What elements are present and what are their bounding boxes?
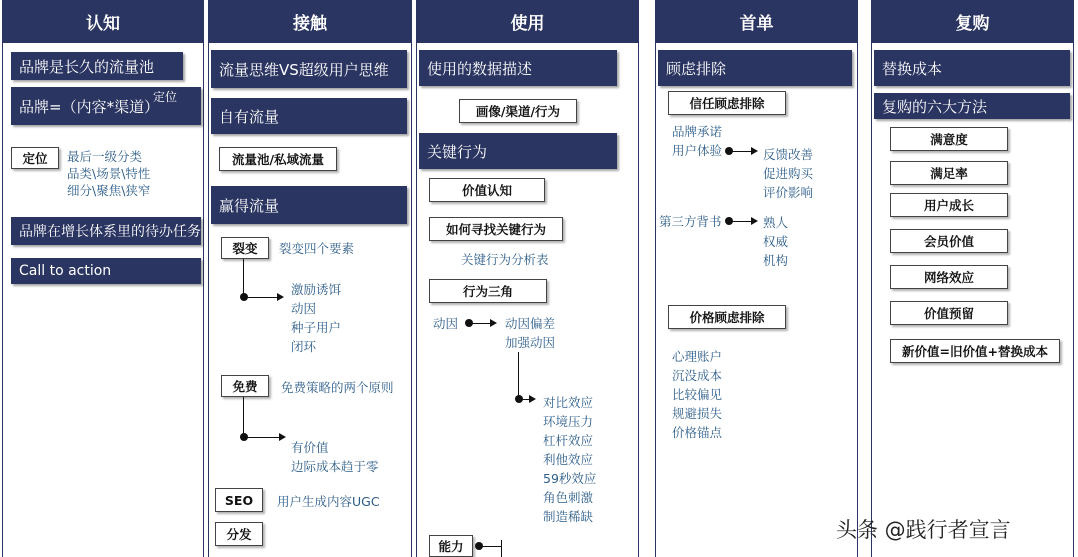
brand-formula-text: 品牌=（内容*渠道） xyxy=(19,97,160,116)
list-item: 对比效应 xyxy=(543,395,594,410)
connector-line xyxy=(243,259,244,297)
list-item: 权威 xyxy=(763,234,789,249)
arrow-icon xyxy=(277,293,284,301)
value-reserve-box: 价值预留 xyxy=(890,301,1008,325)
connector-line xyxy=(481,546,501,547)
fulfillment-rate-box: 满足率 xyxy=(890,161,1008,185)
connector-line xyxy=(501,540,502,557)
member-value-box: 会员价值 xyxy=(890,229,1008,253)
list-item: 最后一级分类 xyxy=(67,149,143,164)
list-item: 比较偏见 xyxy=(672,387,723,402)
fission-note: 裂变四个要素 xyxy=(279,241,355,256)
list-item: 动因偏差 xyxy=(505,316,556,331)
list-item: 沉没成本 xyxy=(672,368,723,383)
motive-items xyxy=(505,314,555,352)
call-to-action-bar: Call to action xyxy=(11,258,201,284)
list-item: 规避损失 xyxy=(672,406,723,421)
list-item: 制造稀缺 xyxy=(543,509,594,524)
list-item: 价格锚点 xyxy=(672,425,723,440)
column-header: 使用 xyxy=(417,0,638,43)
list-item: 细分\聚焦\狭窄 xyxy=(67,183,151,198)
list-item: 品类\场景\特性 xyxy=(67,166,151,181)
motive-label: 动因 xyxy=(433,316,459,331)
seo-note: 用户生成内容UGC xyxy=(277,494,380,509)
list-item: 加强动因 xyxy=(505,335,556,350)
arrow-icon xyxy=(490,319,497,327)
key-behavior-table-note: 关键行为分析表 xyxy=(461,252,549,267)
effects-list xyxy=(543,393,596,526)
list-item: 品牌承诺 xyxy=(672,124,723,139)
brand-traffic-pool-bar: 品牌是长久的流量池 xyxy=(11,52,183,80)
traffic-thinking-bar: 流量思维VS超级用户思维 xyxy=(211,50,407,88)
column-repurchase xyxy=(871,0,1074,557)
brand-formula-superscript: 定位 xyxy=(153,90,178,104)
trust-left-list xyxy=(672,122,722,160)
find-key-behavior-box: 如何寻找关键行为 xyxy=(429,217,563,241)
column-header: 首单 xyxy=(656,0,857,43)
free-box: 免费 xyxy=(221,375,269,397)
concern-removal-bar: 顾虑排除 xyxy=(658,50,852,86)
switching-cost-bar: 替换成本 xyxy=(874,50,1070,86)
trust-right-list xyxy=(763,145,813,202)
own-traffic-bar: 自有流量 xyxy=(211,98,407,134)
traffic-pool-box: 流量池/私域流量 xyxy=(219,147,337,171)
connector-line xyxy=(247,297,277,298)
connector-line xyxy=(522,399,529,400)
user-growth-box: 用户成长 xyxy=(890,193,1008,217)
connector-line xyxy=(732,221,751,222)
price-list xyxy=(672,347,722,442)
growth-task-bar: 品牌在增长体系里的待办任务 xyxy=(11,217,201,245)
column-first-order xyxy=(655,0,858,557)
list-item: 机构 xyxy=(763,253,789,268)
list-item: 心理账户 xyxy=(672,349,723,364)
connector-line xyxy=(243,397,244,437)
list-item: 闭环 xyxy=(291,339,317,354)
list-item: 环境压力 xyxy=(543,414,594,429)
column-header: 认知 xyxy=(3,0,203,43)
positioning-list xyxy=(67,148,150,199)
column-header: 复购 xyxy=(872,0,1073,43)
new-value-formula-box: 新价值=旧价值+替换成本 xyxy=(890,339,1060,363)
satisfaction-box: 满意度 xyxy=(890,127,1008,151)
key-behavior-bar: 关键行为 xyxy=(419,133,617,169)
earned-traffic-bar: 赢得流量 xyxy=(211,186,407,224)
list-item: 种子用户 xyxy=(291,320,342,335)
free-principles xyxy=(291,438,379,476)
persona-channel-behavior-box: 画像/渠道/行为 xyxy=(459,99,577,123)
free-note: 免费策略的两个原则 xyxy=(281,380,394,395)
price-concern-box: 价格顾虑排除 xyxy=(668,305,786,329)
fission-box: 裂变 xyxy=(221,237,269,259)
list-item: 角色刺激 xyxy=(543,490,594,505)
trust-concern-box: 信任顾虑排除 xyxy=(668,91,786,115)
list-item: 熟人 xyxy=(763,215,789,230)
list-item: 有价值 xyxy=(291,440,329,455)
usage-data-bar: 使用的数据描述 xyxy=(419,50,617,86)
list-item: 动因 xyxy=(291,301,317,316)
list-item: 激励诱饵 xyxy=(291,282,342,297)
fission-elements xyxy=(291,280,341,356)
list-item: 杠杆效应 xyxy=(543,433,594,448)
third-party-label: 第三方背书 xyxy=(659,214,722,229)
connector-line xyxy=(732,151,751,152)
connector-line xyxy=(518,352,519,399)
arrow-icon xyxy=(751,217,758,225)
arrow-icon xyxy=(529,395,536,403)
connector-line xyxy=(472,323,490,324)
six-methods-bar: 复购的六大方法 xyxy=(874,93,1070,119)
list-item: 评价影响 xyxy=(763,185,814,200)
watermark: 头条 @践行者宣言 xyxy=(836,518,1011,542)
value-cognition-box: 价值认知 xyxy=(429,178,545,202)
column-contact xyxy=(208,0,412,557)
positioning-box: 定位 xyxy=(11,147,59,169)
distribution-box: 分发 xyxy=(215,522,263,546)
network-effect-box: 网络效应 xyxy=(890,265,1008,289)
list-item: 边际成本趋于零 xyxy=(291,459,379,474)
arrow-icon xyxy=(279,433,286,441)
list-item: 59秒效应 xyxy=(543,471,597,486)
seo-box: SEO xyxy=(215,488,263,512)
ability-box: 能力 xyxy=(429,535,473,557)
list-item: 反馈改善 xyxy=(763,147,814,162)
list-item: 促进购买 xyxy=(763,166,814,181)
third-party-list xyxy=(763,213,788,270)
column-usage xyxy=(416,0,639,557)
list-item: 利他效应 xyxy=(543,452,594,467)
connector-line xyxy=(247,437,279,438)
column-awareness xyxy=(2,0,204,557)
behavior-triangle-box: 行为三角 xyxy=(429,279,547,303)
arrow-icon xyxy=(751,147,758,155)
column-header: 接触 xyxy=(209,0,411,43)
list-item: 用户体验 xyxy=(672,143,723,158)
